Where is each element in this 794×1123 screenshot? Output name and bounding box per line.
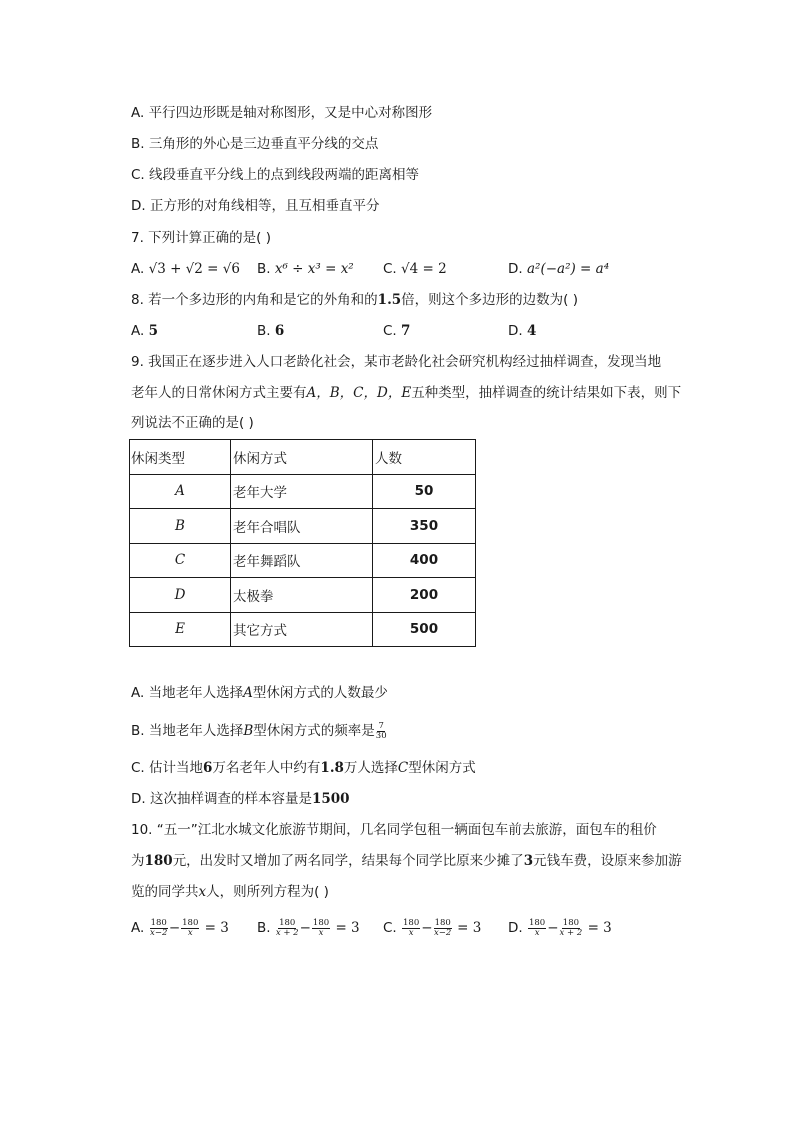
q7-option-a-expr: √3 + √2 = √6	[148, 261, 240, 277]
q10-option-b-rhs: = 3	[335, 920, 360, 936]
q10-option-b: B. $\frac{180}{x + 2}$ − $\frac{180}{x}$ = 3	[257, 917, 360, 938]
q9-option-a	[131, 683, 388, 703]
table-cell-count: 200	[373, 578, 476, 613]
q10-option-b-frac-2	[312, 919, 330, 938]
q10-stem-text-2: 元，出发时又增加了两名同学，结果每个同学比原来少摊了	[172, 853, 524, 869]
q10-option-c: C. $\frac{180}{x}$ − $\frac{180}{x-2}$ = 3	[383, 917, 482, 938]
q10-stem-text-4: 览的同学共	[131, 884, 199, 900]
table-cell-type: B	[130, 509, 231, 544]
q10-option-a-rhs: = 3	[204, 920, 229, 936]
table-cell-mode: 其它方式	[231, 612, 373, 647]
fraction-numerator: 180	[279, 917, 296, 928]
table-cell-mode: 老年舞蹈队	[231, 543, 373, 578]
q10-stem-var: x	[198, 884, 207, 900]
table-cell-count: 50	[373, 474, 476, 509]
q8-option-d-value: 4	[526, 323, 537, 339]
q7-option-b-label: B.	[257, 261, 271, 277]
q10-option-c-rhs: = 3	[457, 920, 482, 936]
q9-option-c	[131, 758, 476, 778]
q8-option-a-label: A.	[131, 323, 145, 339]
table-cell-type: E	[130, 612, 231, 647]
q10-option-d: D. $\frac{180}{x}$ − $\frac{180}{x + 2}$ = 3	[508, 917, 612, 938]
table-header-mode: 休闲方式	[231, 440, 373, 475]
q6-option-b: B. 三角形的外心是三边垂直平分线的交点	[131, 136, 379, 152]
q9-stem-text: 老年人的日常休闲方式主要有	[131, 385, 307, 401]
q7-option-c-label: C.	[383, 261, 397, 277]
q7-option-c	[383, 259, 447, 279]
q9-option-c-num-1: 6	[203, 760, 213, 776]
q9-option-b-text: B. 当地老年人选择	[131, 723, 244, 739]
q9-option-c-text-4: 型休闲方式	[408, 760, 476, 776]
q9-option-d	[131, 789, 350, 809]
fraction-denominator: x + 2	[559, 927, 583, 938]
q10-option-b-frac-1	[276, 919, 299, 938]
q10-option-c-frac-2	[434, 919, 452, 938]
q9-option-a-text: A. 当地老年人选择	[131, 685, 244, 701]
q8-stem	[131, 290, 578, 310]
fraction-numerator: 7	[378, 720, 384, 731]
q9-option-c-num-2: 1.8	[320, 760, 344, 776]
q9-option-c-text-2: 万名老年人中约有	[212, 760, 321, 776]
table-cell-count: 500	[373, 612, 476, 647]
q8-stem-text: 8. 若一个多边形的内角和是它的外角和的	[131, 292, 378, 308]
fraction-numerator: 180	[434, 917, 451, 928]
fraction-denominator: x	[187, 927, 193, 938]
q10-stem-num-2: 3	[523, 853, 534, 869]
table-cell-mode: 老年合唱队	[231, 509, 373, 544]
q7-option-d-label: D.	[508, 261, 523, 277]
q9-stem-line-2	[131, 383, 681, 403]
q10-option-d-rhs: = 3	[587, 920, 612, 936]
q10-stem-text: 为	[131, 853, 145, 869]
q10-option-d-frac-2	[560, 919, 583, 938]
q10-option-b-label: B.	[257, 920, 271, 936]
q9-table	[129, 439, 476, 647]
q9-stem-vars: A，B，C，D，E	[306, 385, 412, 401]
q9-stem-text-2: 五种类型，抽样调查的统计结果如下表，则下	[411, 385, 682, 401]
table-header-row	[130, 440, 476, 475]
q9-option-c-var: C	[397, 760, 409, 776]
q9-option-b-var: B	[243, 723, 254, 739]
q6-option-d: D. 正方形的对角线相等，且互相垂直平分	[131, 198, 380, 214]
q8-option-b-value: 6	[274, 323, 285, 339]
q6-option-a: A. 平行四边形既是轴对称图形，又是中心对称图形	[131, 105, 433, 121]
q8-option-a	[131, 321, 158, 341]
fraction-denominator: x + 2	[275, 927, 299, 938]
fraction-numerator: 180	[562, 917, 580, 928]
table-row	[130, 543, 476, 578]
fraction-numerator: 180	[528, 917, 546, 928]
q8-option-b	[257, 321, 284, 341]
table-row	[130, 509, 476, 544]
fraction-denominator: x	[534, 927, 540, 938]
q9-stem-line-1: 9. 我国正在逐步进入人口老龄化社会，某市老龄化社会研究机构经过抽样调查，发现当地	[131, 354, 662, 370]
table-cell-mode: 太极拳	[231, 578, 373, 613]
table-row	[130, 612, 476, 647]
table-cell-mode: 老年大学	[231, 474, 373, 509]
table-cell-count: 350	[373, 509, 476, 544]
fraction-numerator: 180	[182, 917, 199, 928]
q10-stem-line-3	[131, 882, 329, 902]
table-cell-type: C	[130, 543, 231, 578]
table-header-count: 人数	[373, 440, 476, 475]
table-cell-count: 400	[373, 543, 476, 578]
table-header-type: 休闲类型	[130, 440, 231, 475]
q9-stem-line-3: 列说法不正确的是( )	[131, 415, 254, 431]
q9-option-d-num: 1500	[311, 791, 350, 807]
q7-option-c-expr: √4 = 2	[401, 261, 447, 277]
q10-option-a-frac-1	[150, 919, 168, 938]
q7-option-d	[508, 259, 609, 279]
q10-stem-num: 180	[144, 853, 173, 869]
q10-option-d-label: D.	[508, 920, 523, 936]
q10-stem-text-5: 人，则所列方程为( )	[206, 884, 329, 900]
q8-option-c-value: 7	[401, 323, 411, 339]
q10-option-a-label: A.	[131, 920, 145, 936]
q7-stem: 7. 下列计算正确的是( )	[131, 230, 271, 246]
q9-option-c-text: C. 估计当地	[131, 760, 204, 776]
q10-stem-text-3: 元钱车费，设原来参加游	[533, 853, 682, 869]
q10-option-d-frac-1	[528, 919, 546, 938]
fraction-denominator: x−2	[434, 927, 452, 938]
table-cell-type: D	[130, 578, 231, 613]
q8-option-b-label: B.	[257, 323, 271, 339]
fraction-denominator: 30	[375, 730, 387, 741]
fraction-numerator: 180	[403, 917, 420, 928]
q9-option-c-text-3: 万人选择	[343, 760, 398, 776]
q6-option-c: C. 线段垂直平分线上的点到线段两端的距离相等	[131, 167, 420, 183]
q7-option-a	[131, 259, 240, 279]
q9-option-a-var: A	[243, 685, 253, 701]
q7-option-b	[257, 259, 354, 279]
q9-option-a-text-2: 型休闲方式的人数最少	[252, 685, 388, 701]
q8-option-a-value: 5	[148, 323, 158, 339]
table-row	[130, 474, 476, 509]
q7-option-a-label: A.	[131, 261, 145, 277]
q10-option-c-label: C.	[383, 920, 397, 936]
q9-option-d-text: D. 这次抽样调查的样本容量是	[131, 791, 312, 807]
q8-option-d	[508, 321, 536, 341]
q8-stem-number: 1.5	[377, 292, 402, 308]
q10-stem-line-1: 10. “五一”江北水城文化旅游节期间，几名同学包租一辆面包车前去旅游，面包车的租价	[131, 822, 657, 838]
q10-option-c-frac-1	[402, 919, 420, 938]
q9-option-b	[131, 721, 388, 741]
fraction-denominator: x	[318, 927, 324, 938]
q10-option-a-frac-2	[181, 919, 199, 938]
q10-stem-line-2	[131, 851, 682, 871]
table-cell-type: A	[130, 474, 231, 509]
fraction-denominator: x	[408, 927, 414, 938]
q9-option-b-fraction	[376, 722, 387, 741]
table-row	[130, 578, 476, 613]
q7-option-d-expr: a²(−a²) = a⁴	[526, 261, 610, 277]
q8-option-d-label: D.	[508, 323, 523, 339]
fraction-numerator: 180	[312, 917, 330, 928]
q7-option-b-expr: x⁶ ÷ x³ = x²	[274, 261, 354, 277]
fraction-numerator: 180	[150, 917, 167, 928]
q8-stem-text-2: 倍，则这个多边形的边数为( )	[401, 292, 578, 308]
q9-option-b-text-2: 型休闲方式的频率是	[253, 723, 375, 739]
fraction-denominator: x−2	[150, 927, 168, 938]
q8-option-c	[383, 321, 410, 341]
q8-option-c-label: C.	[383, 323, 397, 339]
q10-option-a: A. $\frac{180}{x-2}$ − $\frac{180}{x}$ = 3	[131, 917, 229, 938]
